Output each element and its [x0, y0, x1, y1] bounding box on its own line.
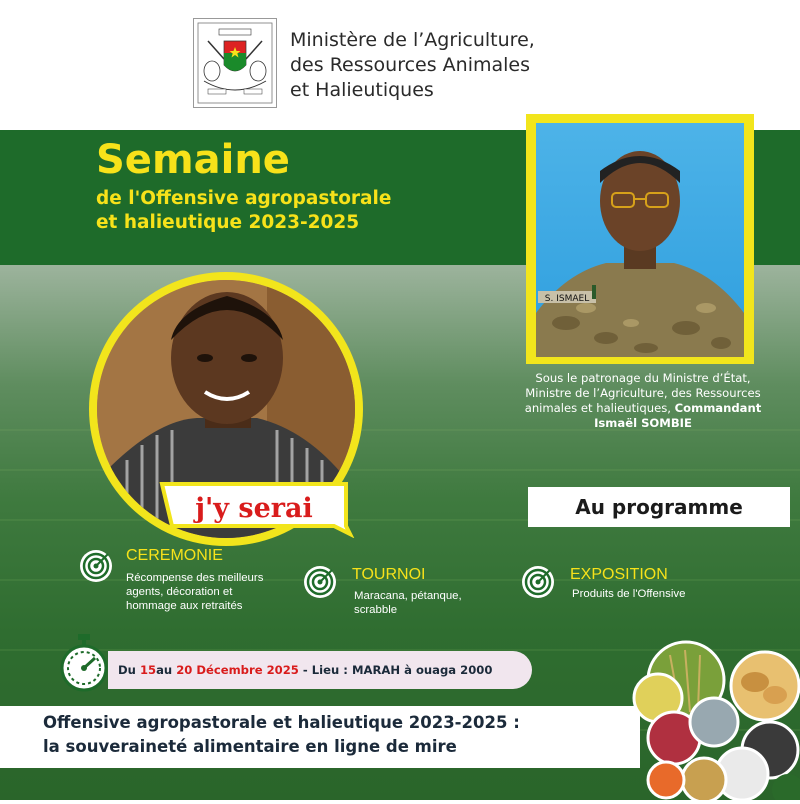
event-description: [126, 571, 263, 613]
tagline-line: Offensive agropastorale et halieutique 2023-2025 :: [43, 713, 520, 732]
event-desc-line: Maracana, pétanque,: [354, 590, 462, 602]
event-ceremonie: [78, 548, 114, 588]
date-prefix: Du: [118, 663, 136, 677]
date-start: 15: [139, 663, 157, 677]
stopwatch-icon: [58, 634, 110, 692]
patronage-caption: [498, 371, 788, 431]
name-tag: S. ISMAEL: [544, 294, 590, 304]
program-heading: Au programme: [528, 487, 790, 527]
coat-of-arms-logo: [193, 18, 277, 108]
event-desc-line: scrabble: [354, 604, 398, 616]
date-location: - Lieu : MARAH à ouaga 2000: [302, 663, 493, 677]
event-exposition: [520, 564, 556, 604]
target-icon: [78, 548, 114, 584]
date-middle: au: [156, 663, 173, 677]
event-desc-line: agents, décoration et: [126, 586, 233, 598]
subtitle-line: de l'Offensive agropastorale: [96, 188, 392, 209]
patronage-line: [498, 401, 788, 416]
target-icon: [520, 564, 556, 600]
minister-portrait-photo: [536, 123, 744, 357]
tagline: [43, 711, 520, 759]
ministry-line: des Ressources Animales: [290, 54, 530, 76]
event-description: [354, 589, 462, 617]
ministry-line: Ministère de l’Agriculture,: [290, 29, 535, 51]
event-desc-line: Récompense des meilleurs: [126, 572, 264, 584]
patronage-line: Ministre de l’Agriculture, des Ressources: [525, 386, 761, 400]
patronage-text: animales et halieutiques,: [524, 401, 671, 415]
patronage-name: Ismaël SOMBIE: [594, 416, 692, 430]
patronage-line: Sous le patronage du Ministre d’État,: [535, 371, 751, 385]
event-title: EXPOSITION: [570, 566, 668, 583]
ministry-name: [290, 28, 610, 103]
event-dates: [118, 651, 492, 689]
event-desc-line: Produits de l'Offensive: [572, 588, 686, 600]
patronage-rank: Commandant: [674, 401, 762, 415]
banner-text: j'y serai: [195, 492, 313, 524]
page-subtitle: [96, 187, 391, 235]
event-description: [572, 587, 685, 601]
food-collage-image: [630, 620, 800, 800]
ministry-line: et Halieutiques: [290, 79, 434, 101]
date-end: 20 Décembre 2025: [176, 663, 299, 677]
event-desc-line: hommage aux retraités: [126, 600, 243, 612]
tagline-line: la souveraineté alimentaire en ligne de mire: [43, 737, 457, 756]
page-title: Semaine: [96, 137, 290, 183]
patronage-line: [498, 416, 788, 431]
event-title: TOURNOI: [352, 566, 426, 583]
subtitle-line: et halieutique 2023-2025: [96, 212, 360, 233]
event-title: CEREMONIE: [126, 547, 223, 564]
event-tournoi: [302, 564, 338, 604]
target-icon: [302, 564, 338, 600]
